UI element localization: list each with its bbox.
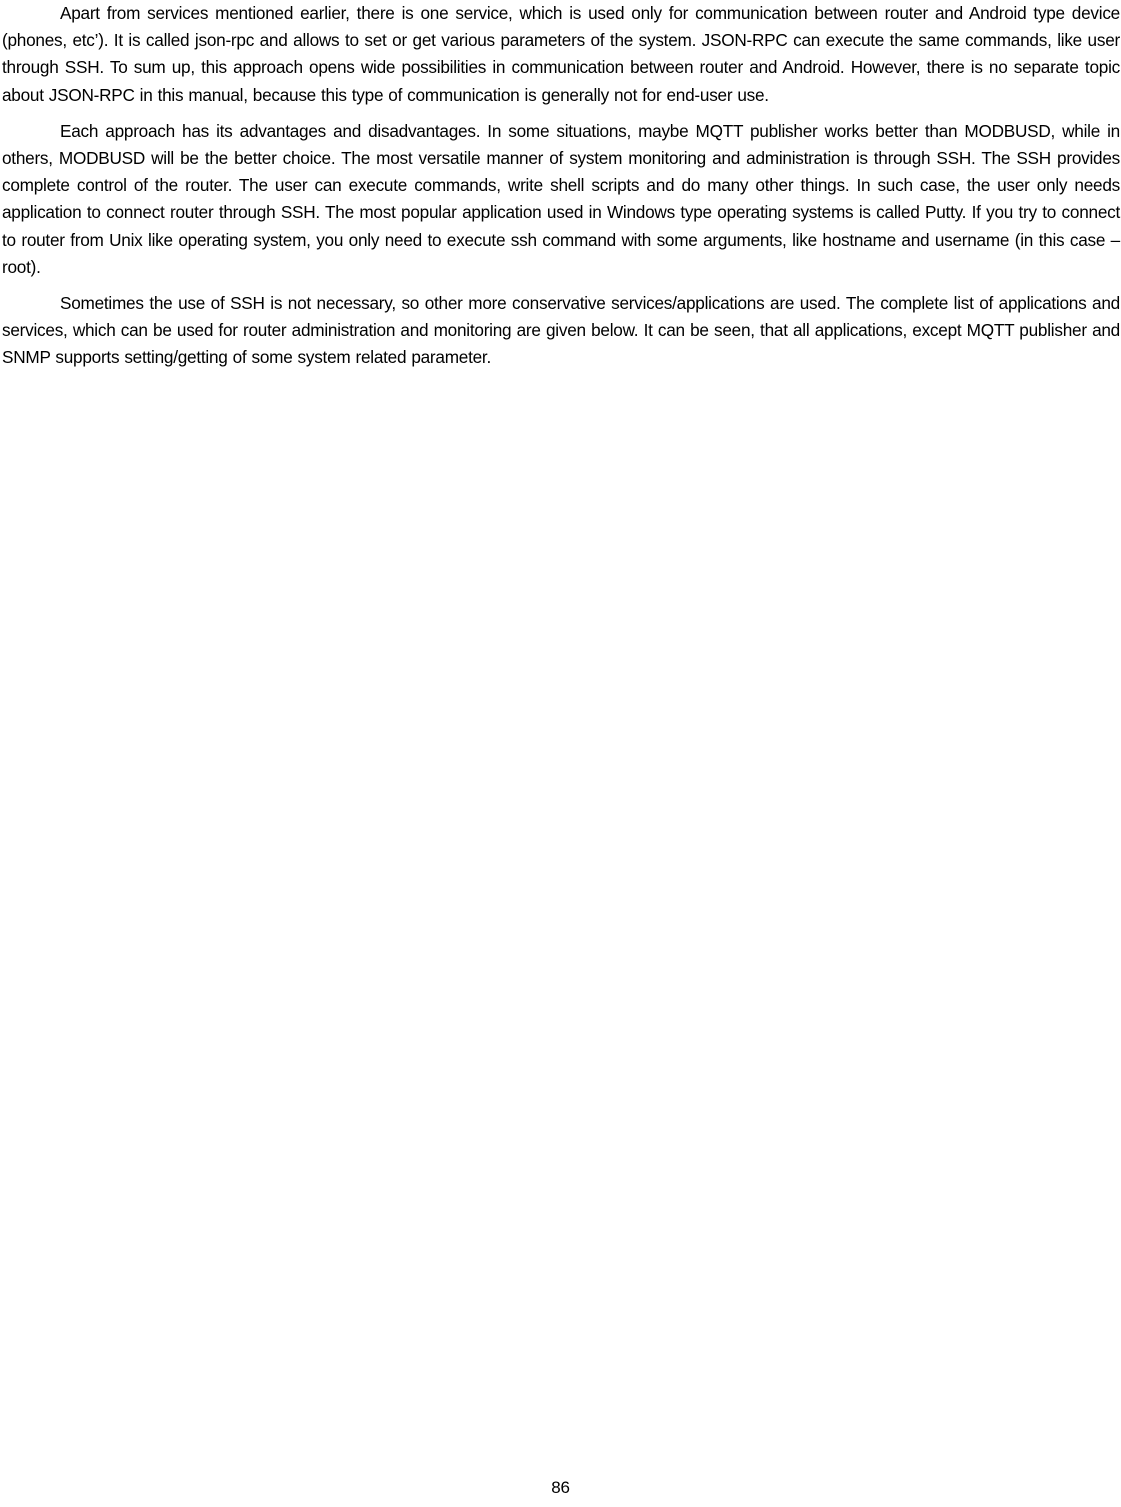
page-number: 86 [551,1478,570,1497]
paragraph-services-list: Sometimes the use of SSH is not necessary, so other more conservative services/applications are used. The complete list of applications and services, which can be used for router administration and monitoring are given below. It can be seen, that all applications, except MQTT publisher and SNMP supports setting/getting of some system related parameter. [2,293,1120,368]
paragraph-approaches: Each approach has its advantages and disadvantages. In some situations, maybe MQTT publisher works better than MODBUSD, while in others, MODBUSD will be the better choice. The most versatile manner of system monitoring and administration is through SSH. The SSH provides complete control of the router. The user can execute commands, write shell scripts and do many other things. In such case, the user only needs application to connect router through SSH. The most popular application used in Windows type operating systems is called Putty. If you try to connect to router from Unix like operating system, you only need to execute ssh command with some arguments, like hostname and username (in this case – root). [2,120,1120,277]
paragraph-json-rpc: Apart from services mentioned earlier, there is one service, which is used only for communication between router and Android type device (phones, etc’). It is called json-rpc and allows to set or get various parameters of the system. JSON-RPC can execute the same commands, like user through SSH. To sum up, this approach opens wide possibilities in communication between router and Android. However, there is no separate topic about JSON-RPC in this manual, because this type of communication is generally not for end-user use. [2,3,1120,105]
body-text [2,0,1120,372]
